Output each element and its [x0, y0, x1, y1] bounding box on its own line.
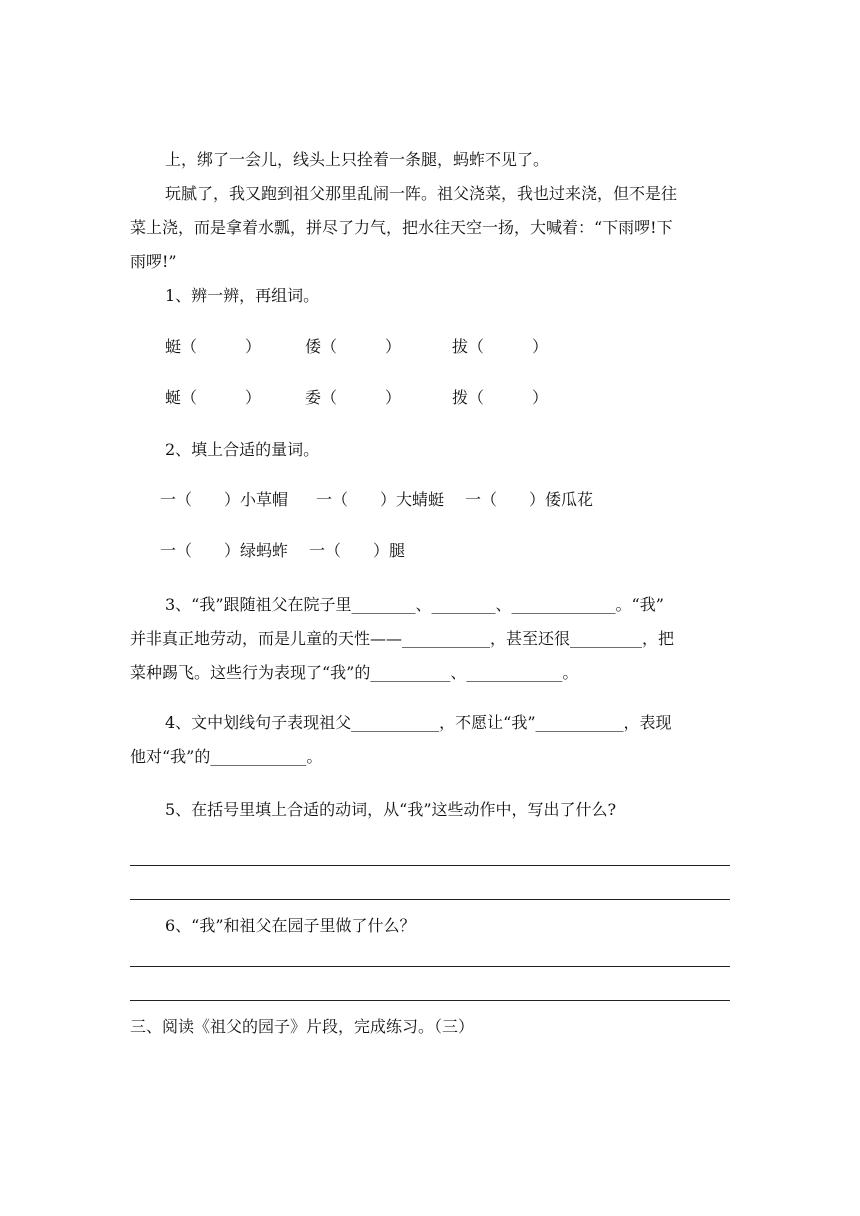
- q1-item: 蜒（ ）: [165, 388, 262, 407]
- q1-item: 拨（ ）: [452, 388, 549, 407]
- q1-item: 蜓（ ）: [165, 337, 262, 356]
- section-3-title: 三、阅读《祖父的园子》片段，完成练习。（三）: [130, 1017, 475, 1036]
- passage-line: 雨啰!”: [130, 252, 177, 271]
- q2-item: 一（ ）绿蚂蚱: [160, 541, 289, 560]
- q1-item: 拔（ ）: [452, 337, 549, 356]
- passage-line: 菜上浇，而是拿着水瓢，拼尽了力气，把水往天空一扬，大喊着：“下雨啰!下: [130, 218, 673, 237]
- answer-line: [130, 1000, 730, 1001]
- q2-item: 一（ ）腿: [309, 541, 406, 560]
- q2-item: 一（ ）大蜻蜓: [316, 490, 445, 509]
- passage-line: 上，绑了一会儿，线头上只拴着一条腿，蚂蚱不见了。: [165, 150, 550, 169]
- answer-line: [130, 865, 730, 866]
- passage-line: 玩腻了，我又跑到祖父那里乱闹一阵。祖父浇菜，我也过来浇，但不是往: [165, 184, 678, 203]
- question-3-line: 3、“我”跟随祖父在院子里________、________、_____________。“我”: [165, 595, 664, 614]
- q2-item: 一（ ）倭瓜花: [465, 490, 594, 509]
- q1-item: 倭（ ）: [305, 337, 402, 356]
- question-5-prompt: 5、在括号里填上合适的动词，从“我”这些动作中，写出了什么?: [165, 800, 617, 819]
- question-4-line: 他对“我”的____________。: [130, 747, 323, 766]
- question-1-prompt: 1、辨一辨，再组词。: [165, 286, 320, 305]
- question-4-line: 4、文中划线句子表现祖父___________，不愿让“我”___________，表现: [165, 713, 672, 732]
- answer-line: [130, 966, 730, 967]
- question-3-line: 菜种踢飞。这些行为表现了“我”的__________、____________。: [130, 663, 579, 682]
- question-3-line: 并非真正地劳动，而是儿童的天性——___________，甚至还很_________，把: [130, 629, 675, 648]
- question-2-prompt: 2、填上合适的量词。: [165, 440, 320, 459]
- answer-line: [130, 899, 730, 900]
- q1-item: 委（ ）: [305, 388, 402, 407]
- q2-item: 一（ ）小草帽: [160, 490, 289, 509]
- question-6-prompt: 6、“我”和祖父在园子里做了什么？: [165, 916, 416, 935]
